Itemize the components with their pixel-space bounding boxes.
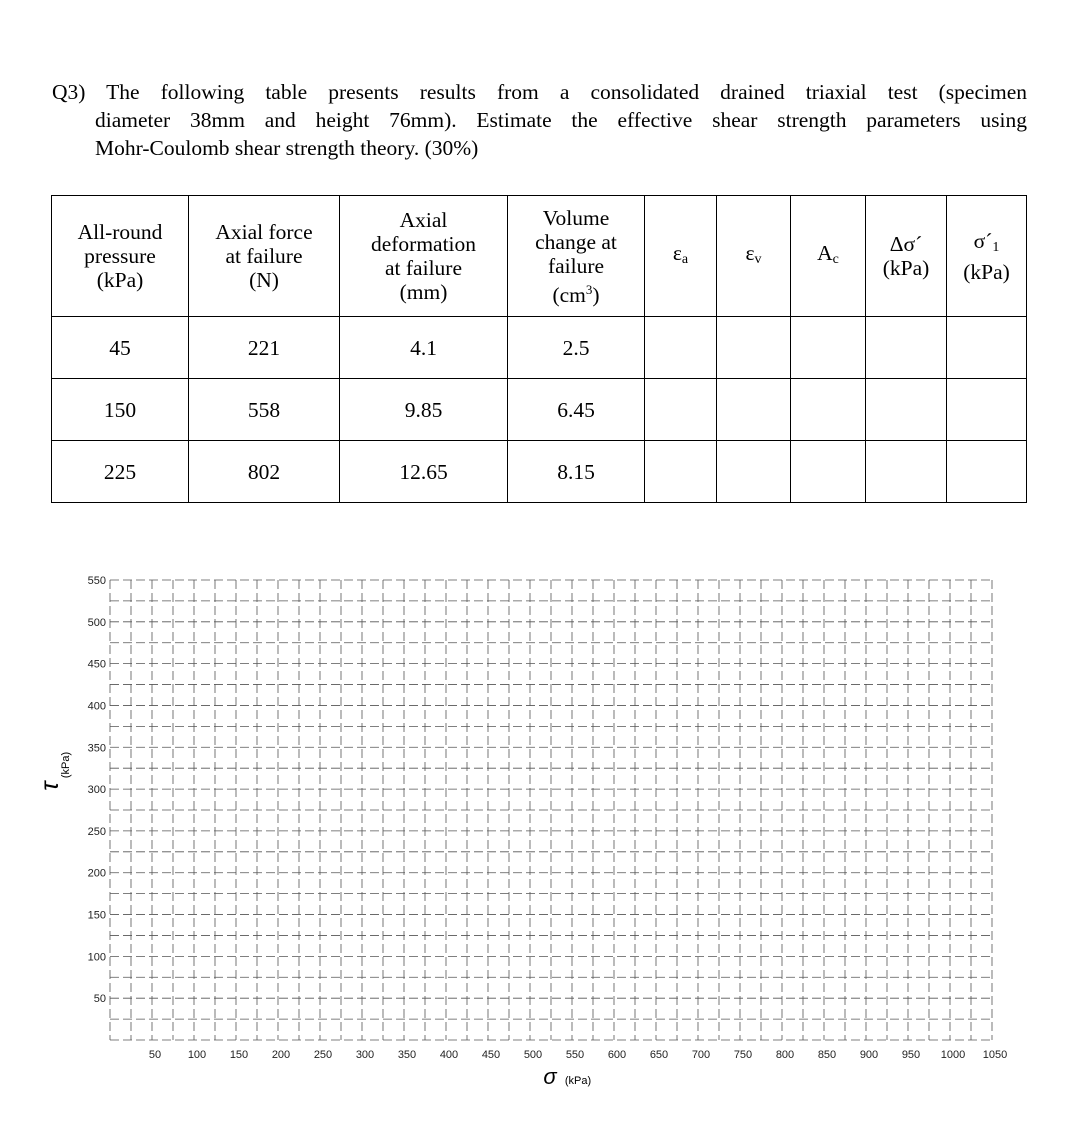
cell-empty bbox=[947, 379, 1027, 441]
grid-lines bbox=[110, 580, 992, 1040]
cell-pressure: 225 bbox=[52, 441, 189, 503]
x-tick-label: 800 bbox=[775, 1049, 795, 1061]
cell-empty bbox=[866, 441, 947, 503]
cell-volume: 8.15 bbox=[508, 441, 645, 503]
cell-force: 802 bbox=[189, 441, 340, 503]
table-row bbox=[52, 317, 1027, 379]
header-volumetric-strain: $\varepsilon_v$ bbox=[717, 196, 791, 317]
y-axis-ticks bbox=[88, 575, 106, 1005]
cell-pressure: 150 bbox=[52, 379, 189, 441]
x-tick-label: 1050 bbox=[982, 1049, 1008, 1061]
y-axis-symbol: τ bbox=[36, 781, 64, 791]
cell-empty bbox=[717, 317, 791, 379]
y-tick-label: 300 bbox=[87, 784, 106, 797]
question-line-3: Mohr-Coulomb shear strength theory. (30%) bbox=[95, 136, 479, 160]
x-tick-label: 250 bbox=[313, 1049, 333, 1061]
cell-deformation: 4.1 bbox=[340, 317, 508, 379]
table-row bbox=[52, 379, 1027, 441]
cell-empty bbox=[645, 317, 717, 379]
x-tick-label: 400 bbox=[439, 1049, 459, 1061]
x-tick-label: 950 bbox=[901, 1049, 921, 1061]
question-text bbox=[52, 78, 1027, 162]
x-tick-label: 600 bbox=[607, 1049, 627, 1061]
x-tick-label: 450 bbox=[481, 1049, 501, 1061]
cell-empty bbox=[791, 441, 866, 503]
header-major-principal-stress: $\sigma´_1$ (kPa) bbox=[947, 196, 1027, 317]
table-row bbox=[52, 441, 1027, 503]
x-axis-symbol: σ bbox=[543, 1064, 557, 1089]
cell-empty bbox=[791, 317, 866, 379]
x-tick-label: 500 bbox=[523, 1049, 543, 1061]
cell-empty bbox=[717, 379, 791, 441]
x-tick-label: 850 bbox=[817, 1049, 837, 1061]
question-line-1: The following table presents results from a consolidated drained triaxial test (specimen bbox=[106, 80, 1027, 104]
x-axis-ticks bbox=[149, 1049, 1007, 1061]
x-axis-unit: (kPa) bbox=[564, 1075, 592, 1087]
header-axial-strain: $\varepsilon_a$ bbox=[645, 196, 717, 317]
cell-empty bbox=[866, 317, 947, 379]
y-tick-label: 250 bbox=[87, 825, 106, 838]
y-tick-label: 450 bbox=[87, 658, 106, 671]
cell-force: 221 bbox=[189, 317, 340, 379]
cell-empty bbox=[645, 441, 717, 503]
x-tick-label: 350 bbox=[397, 1049, 417, 1061]
cell-empty bbox=[791, 379, 866, 441]
header-corrected-area: $A_c$ bbox=[791, 196, 866, 317]
cell-pressure: 45 bbox=[52, 317, 189, 379]
x-tick-label: 300 bbox=[355, 1049, 375, 1061]
x-tick-label: 100 bbox=[187, 1049, 207, 1061]
x-tick-label: 150 bbox=[229, 1049, 249, 1061]
question-number: Q3) bbox=[52, 80, 86, 104]
cell-volume: 6.45 bbox=[508, 379, 645, 441]
x-tick-label: 200 bbox=[271, 1049, 291, 1061]
cell-empty bbox=[947, 317, 1027, 379]
x-tick-label: 650 bbox=[649, 1049, 669, 1061]
x-tick-label: 1000 bbox=[940, 1049, 966, 1061]
cell-empty bbox=[866, 379, 947, 441]
x-tick-label: 900 bbox=[859, 1049, 879, 1061]
results-table bbox=[51, 195, 1027, 503]
y-tick-label: 100 bbox=[87, 951, 106, 964]
y-tick-label: 550 bbox=[87, 575, 106, 587]
cell-deformation: 12.65 bbox=[340, 441, 508, 503]
header-deviator-stress: Δσ´ (kPa) bbox=[866, 196, 947, 317]
header-volume-change: Volume change at failure $(cm^3)$ bbox=[508, 196, 645, 317]
x-tick-label: 750 bbox=[733, 1049, 753, 1061]
table-header-row bbox=[52, 196, 1027, 317]
y-tick-label: 350 bbox=[87, 742, 106, 755]
cell-deformation: 9.85 bbox=[340, 379, 508, 441]
x-tick-label: 700 bbox=[691, 1049, 711, 1061]
cell-empty bbox=[645, 379, 717, 441]
header-all-round-pressure: All-round pressure (kPa) bbox=[52, 196, 189, 317]
y-axis-unit: (kPa) bbox=[60, 751, 72, 779]
y-tick-label: 500 bbox=[87, 616, 106, 629]
cell-empty bbox=[717, 441, 791, 503]
y-tick-label: 150 bbox=[87, 909, 106, 922]
header-axial-force: Axial force at failure (N) bbox=[189, 196, 340, 317]
cell-empty bbox=[947, 441, 1027, 503]
mohr-coulomb-graph-paper bbox=[0, 560, 1080, 1100]
y-tick-label: 400 bbox=[87, 700, 106, 713]
cell-force: 558 bbox=[189, 379, 340, 441]
header-axial-deformation: Axial deformation at failure (mm) bbox=[340, 196, 508, 317]
x-tick-label: 50 bbox=[148, 1049, 162, 1061]
y-tick-label: 50 bbox=[93, 993, 106, 1006]
question-line-2: diameter 38mm and height 76mm). Estimate the effective shear strength parameters using bbox=[95, 108, 1027, 132]
x-tick-label: 550 bbox=[565, 1049, 585, 1061]
y-tick-label: 200 bbox=[87, 867, 106, 880]
cell-volume: 2.5 bbox=[508, 317, 645, 379]
